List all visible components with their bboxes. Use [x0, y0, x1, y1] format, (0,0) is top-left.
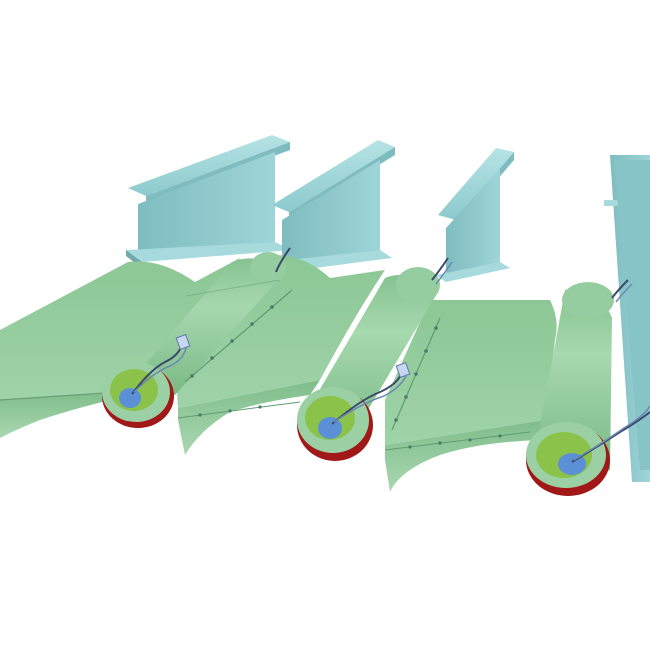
i-beam-3	[436, 148, 514, 282]
axle-1-icon	[119, 388, 141, 408]
axle-2-icon	[318, 417, 342, 439]
i-beam-2	[270, 140, 395, 272]
i-beam-1	[126, 135, 292, 268]
